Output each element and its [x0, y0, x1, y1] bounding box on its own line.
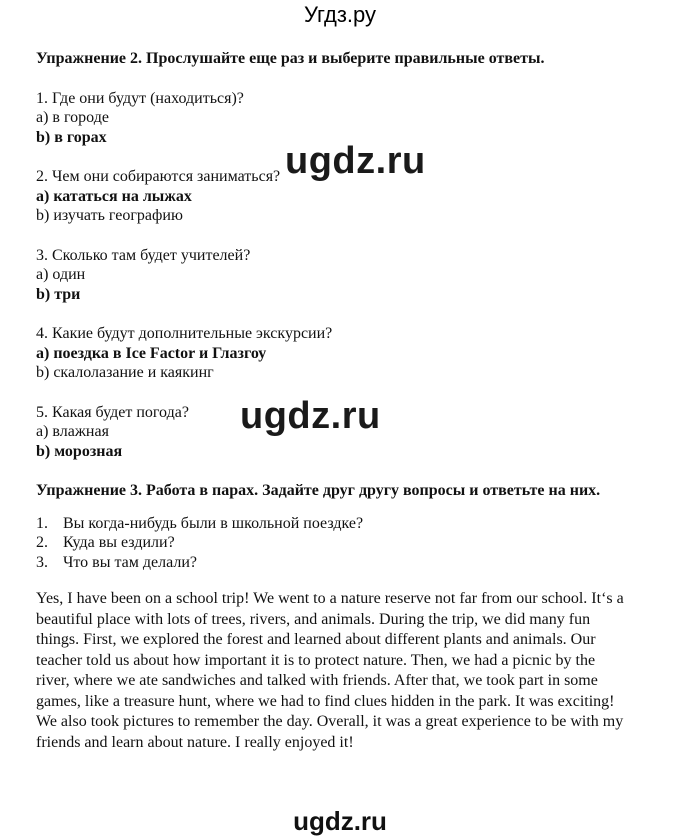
question-block-3 [36, 246, 616, 305]
option-b-correct: b) три [36, 285, 81, 303]
question-block-1 [36, 89, 616, 148]
list-text: Вы когда-нибудь были в школьной поездке? [63, 514, 364, 532]
option-a: а) влажная [36, 423, 109, 440]
list-text: Куда вы ездили? [63, 534, 175, 551]
list-number: 3. [36, 553, 48, 571]
site-header[interactable]: Угдз.ру [303, 2, 377, 27]
question-text: 2. Чем они собираются заниматься? [36, 168, 281, 185]
option-b-correct: b) морозная [36, 442, 123, 460]
list-item [36, 514, 616, 534]
option-a: а) в городе [36, 109, 109, 126]
question-text: 3. Сколько там будет учителей? [36, 246, 251, 264]
question-text: 4. Какие будут дополнительные экскурсии? [36, 325, 333, 342]
exercise3-title: Упражнение 3. Работа в парах. Задайте друг другу вопросы и ответьте на них. [36, 482, 601, 499]
option-a-correct: а) поездка в Ice Factor и Глазгоу [36, 344, 267, 362]
question-text: 1. Где они будут (находиться)? [36, 89, 244, 107]
exercise3-question-list [36, 514, 616, 573]
footer-watermark: ugdz.ru [293, 806, 387, 836]
list-number: 1. [36, 514, 48, 532]
list-item [36, 533, 616, 553]
option-b: b) изучать географию [36, 207, 183, 224]
question-block-4 [36, 324, 616, 383]
question-text: 5. Какая будет погода? [36, 403, 189, 421]
list-text: Что вы там делали? [63, 553, 198, 571]
option-b-correct: b) в горах [36, 128, 107, 146]
watermark-text: ugdz.ru [285, 140, 426, 182]
option-a: а) один [36, 266, 86, 283]
option-a-correct: а) кататься на лыжах [36, 187, 192, 205]
exercise2-title: Упражнение 2. Прослушайте еще раз и выберите правильные ответы. [36, 50, 545, 67]
list-item [36, 553, 616, 573]
watermark-text: ugdz.ru [240, 395, 381, 437]
list-number: 2. [36, 534, 48, 551]
option-b: b) скалолазание и каякинг [36, 364, 214, 381]
answer-paragraph: Yes, I have been on a school trip! We went to a nature reserve not far from our school. It‘s a beautiful place with lots of trees, rivers, and animals. During the trip, we did many fun things. First, we explored the forest and learned about different plants and animals. Our teacher told us about how important it is to protect nature. Then, we had a picnic by the river, where we ate sandwiches and talked with friends. After that, we took part in some games, like a treasure hunt, where we had to find clues hidden in the park. It was exciting! We also took pictures to remember the day. Overall, it was a great experience to be with my friends and learn about nature. I really enjoyed it! [36, 590, 624, 751]
